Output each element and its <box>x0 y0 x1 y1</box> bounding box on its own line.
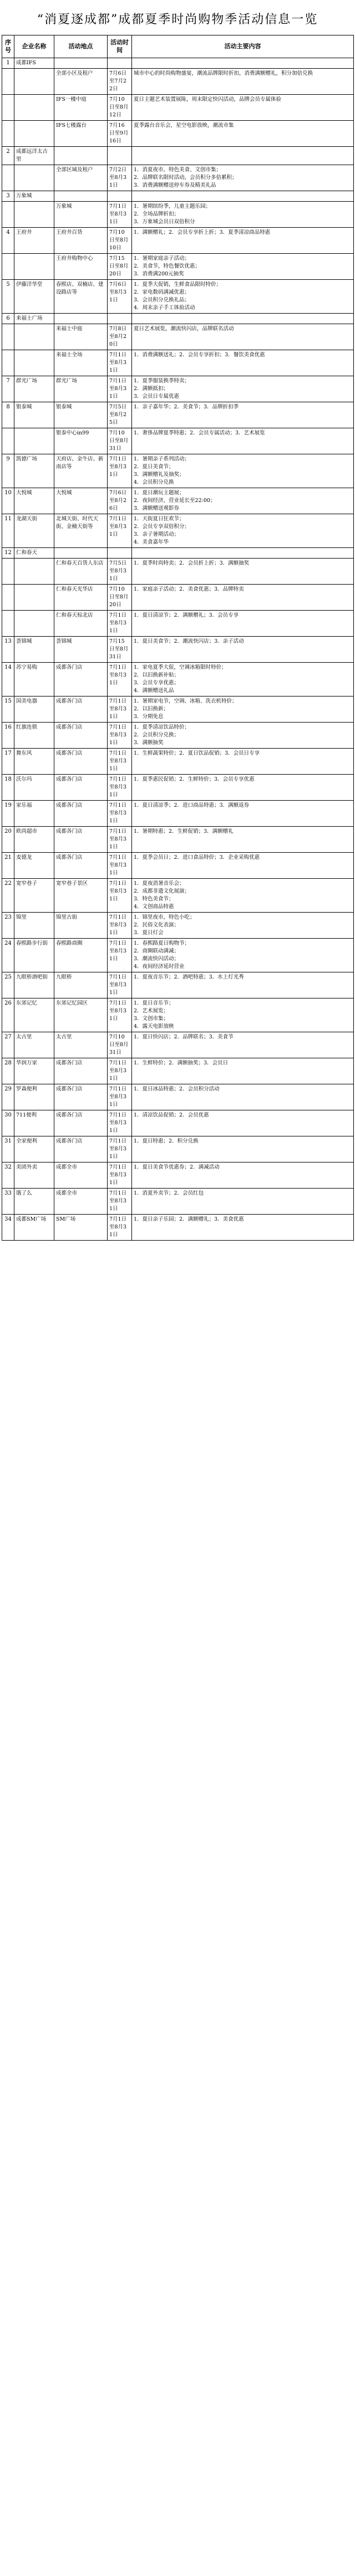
cell-content: 1．暑期缤纷季，儿童主题乐园； 2．全场品牌折扣； 3．万象城会员日双倍积分 <box>132 202 354 228</box>
cell-venue <box>54 147 108 165</box>
cell-content: 1．夏日美食节优惠券；2．满减活动 <box>132 1162 354 1189</box>
table-row <box>2 376 354 402</box>
cell-no: 3 <box>2 191 14 202</box>
cell-venue: SM广场 <box>54 1215 108 1241</box>
events-table <box>2 35 354 1241</box>
cell-content: 1．夏夜消暑音乐会； 2．成都非遗文化展演； 3．特色美食节； 4．文创商品特惠 <box>132 879 354 913</box>
cell-time: 7月1日至8月31日 <box>108 853 132 879</box>
cell-name <box>14 428 54 454</box>
cell-content: 1．夏日冰品特惠；2．会员积分活动 <box>132 1084 354 1110</box>
cell-content: 1．家庭亲子活动；2．美食优惠；3．品牌特卖 <box>132 585 354 611</box>
cell-name <box>14 350 54 376</box>
cell-name: 罗森便利 <box>14 1084 54 1110</box>
cell-no: 26 <box>2 998 14 1032</box>
cell-name: 龙湖天街 <box>14 514 54 548</box>
document-page <box>0 0 355 1244</box>
table-row <box>2 69 354 95</box>
cell-content: 1．夏季服装换季特卖； 2．满额抵扣； 3．会员日专属优惠 <box>132 376 354 402</box>
table-row <box>2 879 354 913</box>
table-row <box>2 191 354 202</box>
cell-content: 1．夏日特惠；2．积分兑换 <box>132 1136 354 1162</box>
cell-no: 15 <box>2 697 14 723</box>
cell-no: 5 <box>2 280 14 314</box>
cell-name: 锦里 <box>14 913 54 939</box>
cell-venue: 锦里古街 <box>54 913 108 939</box>
cell-no: 21 <box>2 853 14 879</box>
column-header-time: 活动时间 <box>108 35 132 58</box>
cell-no <box>2 611 14 637</box>
cell-name: 华润万家 <box>14 1058 54 1084</box>
cell-time: 7月1日至8月31日 <box>108 801 132 827</box>
cell-venue: 成都各门店 <box>54 853 108 879</box>
cell-content: 1．春熙路夏日购物节； 2．商圈联动满减； 3．潮流快闪活动； 4．夜间经济延时营业 <box>132 939 354 972</box>
cell-no: 25 <box>2 972 14 998</box>
cell-name: 欧尚超市 <box>14 827 54 853</box>
cell-venue: 群光广场 <box>54 376 108 402</box>
table-row <box>2 95 354 121</box>
cell-no: 13 <box>2 637 14 663</box>
table-row <box>2 314 354 324</box>
table-row <box>2 853 354 879</box>
table-row <box>2 585 354 611</box>
cell-venue: 春熙路商圈 <box>54 939 108 972</box>
cell-time: 7月1日至8月31日 <box>108 376 132 402</box>
cell-content: 1．夏夜音乐节；2．酒吧特惠；3．水上灯光秀 <box>132 972 354 998</box>
cell-name: 成都SM广场 <box>14 1215 54 1241</box>
cell-no <box>2 202 14 228</box>
cell-time: 7月1日至8月31日 <box>108 939 132 972</box>
cell-name: 饿了么 <box>14 1189 54 1215</box>
cell-content: 1．夏季会员日；2．进口食品特价；3．企业采购优惠 <box>132 853 354 879</box>
cell-no: 18 <box>2 775 14 801</box>
cell-name <box>14 324 54 350</box>
cell-venue: 成都全市 <box>54 1162 108 1189</box>
cell-no <box>2 69 14 95</box>
cell-time <box>108 58 132 69</box>
cell-name: 银泰城 <box>14 402 54 428</box>
cell-venue <box>54 58 108 69</box>
cell-no: 31 <box>2 1136 14 1162</box>
cell-time: 7月10日至8月20日 <box>108 585 132 611</box>
table-row <box>2 939 354 972</box>
cell-time: 7月6日至8月31日 <box>108 280 132 314</box>
cell-no: 27 <box>2 1032 14 1058</box>
cell-name <box>14 254 54 280</box>
table-row <box>2 611 354 637</box>
table-row <box>2 801 354 827</box>
cell-time: 7月15日至8月31日 <box>108 637 132 663</box>
cell-name: 全家便利 <box>14 1136 54 1162</box>
cell-name: 宽窄巷子 <box>14 879 54 913</box>
cell-content: 1．奢侈品牌夏季特惠；2．会员专属活动；3．艺术展览 <box>132 428 354 454</box>
cell-no: 17 <box>2 749 14 775</box>
cell-content: 1．夏季清凉饮品特价； 2．会员积分兑换； 3．满额抽奖 <box>132 723 354 749</box>
cell-time: 7月1日至8月31日 <box>108 202 132 228</box>
table-header-row <box>2 35 354 58</box>
table-row <box>2 548 354 559</box>
document-title: “消夏逐成都”成都夏季时尚购物季活动信息一览 <box>37 13 318 27</box>
cell-no: 29 <box>2 1084 14 1110</box>
cell-no: 8 <box>2 402 14 428</box>
cell-venue: 仁和春天百货人东店 <box>54 559 108 585</box>
cell-content: 1．夏日清凉季；2．进口商品特惠；3．满额返券 <box>132 801 354 827</box>
cell-no: 6 <box>2 314 14 324</box>
cell-no: 11 <box>2 514 14 548</box>
cell-content: 1．夏日音乐节； 2．艺术展览； 3．文创市集； 4．露天电影放映 <box>132 998 354 1032</box>
cell-venue: IFS一楼中庭 <box>54 95 108 121</box>
cell-no <box>2 324 14 350</box>
cell-content: 1．夏日潮玩主题展； 2．夜间经济，营业延长至22:00； 3．满额赠送观影券 <box>132 488 354 514</box>
cell-name: 东郊记忆 <box>14 998 54 1032</box>
cell-time: 7月1日至8月31日 <box>108 998 132 1032</box>
cell-venue: 成都各门店 <box>54 1058 108 1084</box>
cell-no: 22 <box>2 879 14 913</box>
cell-time: 7月1日至8月31日 <box>108 723 132 749</box>
table-row <box>2 1215 354 1241</box>
column-header-name: 企业名称 <box>14 35 54 58</box>
cell-no: 1 <box>2 58 14 69</box>
cell-venue: 成都各门店 <box>54 723 108 749</box>
cell-no: 23 <box>2 913 14 939</box>
cell-no <box>2 95 14 121</box>
cell-venue: 荟锦城 <box>54 637 108 663</box>
cell-name: 家乐福 <box>14 801 54 827</box>
cell-content: 1．亲子嘉年华；2．美食节；3．品牌折扣季 <box>132 402 354 428</box>
cell-content: 1．夏日美食节；2．潮流快闪店；3．亲子活动 <box>132 637 354 663</box>
cell-time: 7月1日至8月31日 <box>108 1162 132 1189</box>
cell-time: 7月5日至8月31日 <box>108 559 132 585</box>
table-row <box>2 827 354 853</box>
table-row <box>2 1032 354 1058</box>
cell-name: 成都远洋太古里 <box>14 147 54 165</box>
cell-content: 1．夏日亲子乐园；2．满额赠礼；3．美食优惠 <box>132 1215 354 1241</box>
cell-name: 凯德广场 <box>14 454 54 488</box>
cell-no <box>2 559 14 585</box>
table-row <box>2 324 354 350</box>
cell-time: 7月10日至8月10日 <box>108 228 132 254</box>
cell-time: 7月8日至8月20日 <box>108 324 132 350</box>
table-row <box>2 998 354 1032</box>
cell-time: 7月10日至8月12日 <box>108 95 132 121</box>
cell-content: 1．暑期家电节，空调、冰箱、洗衣机特价； 2．以旧换新； 3．分期免息 <box>132 697 354 723</box>
cell-time: 7月10日至8月31日 <box>108 1032 132 1058</box>
cell-no: 32 <box>2 1162 14 1189</box>
cell-name: 苏宁易购 <box>14 663 54 697</box>
cell-venue: 宽窄巷子景区 <box>54 879 108 913</box>
cell-time: 7月16日至9月16日 <box>108 121 132 147</box>
cell-no: 34 <box>2 1215 14 1241</box>
cell-venue: 来福士中庭 <box>54 324 108 350</box>
table-row <box>2 121 354 147</box>
cell-time: 7月1日至8月31日 <box>108 749 132 775</box>
cell-venue: 全部区域及租户 <box>54 165 108 191</box>
cell-venue: 王府井百货 <box>54 228 108 254</box>
cell-content <box>132 147 354 165</box>
cell-content: 1．天街夏日狂欢节； 2．会员专享双倍积分； 3．亲子暑期活动； 4．美食嘉年华 <box>132 514 354 548</box>
cell-content: 1．消夏夜市，特色美食、文创市集； 2．品牌联名限时活动，会员积分多倍累积； 3．消费满额赠送停车券及精美礼品 <box>132 165 354 191</box>
cell-no: 14 <box>2 663 14 697</box>
cell-no: 16 <box>2 723 14 749</box>
cell-time: 7月1日至8月31日 <box>108 972 132 998</box>
cell-name: 九眼桥酒吧街 <box>14 972 54 998</box>
cell-time: 7月1日至8月31日 <box>108 879 132 913</box>
cell-time <box>108 147 132 165</box>
cell-name: 王府井 <box>14 228 54 254</box>
cell-time: 7月10日至8月31日 <box>108 428 132 454</box>
cell-content: 1．暑期家庭亲子活动； 2．美食节，特色餐饮优惠； 3．消费满200元抽奖 <box>132 254 354 280</box>
cell-name: 来福士广场 <box>14 314 54 324</box>
cell-name: 荟锦城 <box>14 637 54 663</box>
cell-content: 1．生鲜特价；2．满额抽奖；3．会员日 <box>132 1058 354 1084</box>
cell-name <box>14 69 54 95</box>
events-table-body <box>2 58 354 1241</box>
column-header-no: 序号 <box>2 35 14 58</box>
cell-venue: IFS七楼露台 <box>54 121 108 147</box>
cell-time: 7月1日至8月31日 <box>108 827 132 853</box>
table-row <box>2 663 354 697</box>
cell-name: 沃尔玛 <box>14 775 54 801</box>
table-row <box>2 428 354 454</box>
cell-venue: 万象城 <box>54 202 108 228</box>
cell-name: 国美电器 <box>14 697 54 723</box>
cell-time: 7月15日至8月20日 <box>108 254 132 280</box>
table-row <box>2 488 354 514</box>
cell-name: 春熙路步行街 <box>14 939 54 972</box>
cell-time: 7月1日至8月31日 <box>108 611 132 637</box>
cell-venue: 成都各门店 <box>54 663 108 697</box>
cell-no: 28 <box>2 1058 14 1084</box>
cell-time: 7月6日至7月22日 <box>108 69 132 95</box>
cell-time: 7月1日至8月31日 <box>108 1084 132 1110</box>
cell-venue: 北城天街、时代天街、金楠天街等 <box>54 514 108 548</box>
cell-time: 7月1日至8月31日 <box>108 913 132 939</box>
table-row <box>2 454 354 488</box>
cell-venue: 全部小区及租户 <box>54 69 108 95</box>
table-row <box>2 775 354 801</box>
cell-content: 1．锦里夜市，特色小吃； 2．民俗文化表演； 3．夏日灯会 <box>132 913 354 939</box>
table-row <box>2 58 354 69</box>
table-row <box>2 165 354 191</box>
cell-venue <box>54 548 108 559</box>
cell-no: 24 <box>2 939 14 972</box>
cell-content: 夏日主题艺术装置展陈，周末限定快闪活动，品牌会员专属体验 <box>132 95 354 121</box>
cell-venue: 成都各门店 <box>54 801 108 827</box>
cell-venue: 成都各门店 <box>54 827 108 853</box>
cell-venue: 东郊记忆园区 <box>54 998 108 1032</box>
cell-venue: 王府井购物中心 <box>54 254 108 280</box>
cell-content: 1．暑期亲子系列活动； 2．夏日美食节； 3．满额赠礼及抽奖； 4．会员积分兑换 <box>132 454 354 488</box>
cell-venue: 来福士全场 <box>54 350 108 376</box>
cell-content: 1．夏日快闪店；2．品牌联名；3．美食节 <box>132 1032 354 1058</box>
cell-content: 1．暑期特惠；2．生鲜促销；3．满额赠礼 <box>132 827 354 853</box>
cell-no: 33 <box>2 1189 14 1215</box>
cell-name: 红旗连锁 <box>14 723 54 749</box>
cell-no <box>2 350 14 376</box>
cell-time: 7月1日至8月31日 <box>108 1110 132 1136</box>
cell-no <box>2 254 14 280</box>
cell-name: 伊藤洋华堂 <box>14 280 54 314</box>
cell-venue: 太古里 <box>54 1032 108 1058</box>
cell-no: 4 <box>2 228 14 254</box>
cell-time <box>108 548 132 559</box>
cell-name: 太古里 <box>14 1032 54 1058</box>
cell-content <box>132 548 354 559</box>
table-row <box>2 254 354 280</box>
table-row <box>2 1110 354 1136</box>
cell-venue <box>54 314 108 324</box>
table-row <box>2 350 354 376</box>
table-row <box>2 972 354 998</box>
table-row <box>2 1058 354 1084</box>
cell-name <box>14 121 54 147</box>
table-row <box>2 280 354 314</box>
cell-name: 成都IFS <box>14 58 54 69</box>
cell-name: 麦德龙 <box>14 853 54 879</box>
table-row <box>2 1189 354 1215</box>
cell-no <box>2 585 14 611</box>
cell-venue: 九眼桥 <box>54 972 108 998</box>
cell-no: 9 <box>2 454 14 488</box>
table-row <box>2 147 354 165</box>
cell-content: 1．夏日清凉节；2．满额赠礼；3．会员专享 <box>132 611 354 637</box>
cell-venue: 成都各门店 <box>54 1084 108 1110</box>
cell-name <box>14 165 54 191</box>
cell-venue: 天府店、金牛店、新南店等 <box>54 454 108 488</box>
cell-content: 1．生鲜蔬果特价；2．夏日饮品促销；3．会员日专享 <box>132 749 354 775</box>
cell-content: 1．消夏外卖节；2．会员红包 <box>132 1189 354 1215</box>
cell-name: 711便利 <box>14 1110 54 1136</box>
cell-name: 群光广场 <box>14 376 54 402</box>
cell-name: 美团外卖 <box>14 1162 54 1189</box>
cell-content: 1．满额赠礼；2．会员专享折上折；3．夏季清凉商品特惠 <box>132 228 354 254</box>
cell-venue: 银泰城 <box>54 402 108 428</box>
cell-no: 7 <box>2 376 14 402</box>
cell-venue: 成都各门店 <box>54 697 108 723</box>
cell-no: 19 <box>2 801 14 827</box>
cell-time: 7月1日至8月31日 <box>108 350 132 376</box>
cell-time: 7月1日至8月31日 <box>108 1189 132 1215</box>
cell-venue: 成都各门店 <box>54 775 108 801</box>
cell-venue: 成都全市 <box>54 1189 108 1215</box>
cell-no: 2 <box>2 147 14 165</box>
cell-time <box>108 314 132 324</box>
cell-name <box>14 585 54 611</box>
cell-venue: 大悦城 <box>54 488 108 514</box>
cell-content: 1．家电夏季大促，空调冰箱限时特价； 2．以旧换新补贴； 3．会员专享优惠； 4．满额赠送礼品 <box>132 663 354 697</box>
cell-content <box>132 58 354 69</box>
cell-name: 大悦城 <box>14 488 54 514</box>
table-row <box>2 202 354 228</box>
table-row <box>2 913 354 939</box>
cell-content: 1．夏季时尚特卖；2．会员折上折；3．满额抽奖 <box>132 559 354 585</box>
cell-no <box>2 428 14 454</box>
cell-name: 舞东风 <box>14 749 54 775</box>
table-row <box>2 228 354 254</box>
cell-time: 7月1日至8月31日 <box>108 1136 132 1162</box>
cell-name <box>14 611 54 637</box>
cell-name: 仁和春天 <box>14 548 54 559</box>
cell-content: 城市中心的时尚购物盛宴，潮流品牌限时折扣，消费满额赠礼，积分加倍兑换 <box>132 69 354 95</box>
cell-no: 12 <box>2 548 14 559</box>
cell-time: 7月1日至8月31日 <box>108 1058 132 1084</box>
cell-no: 10 <box>2 488 14 514</box>
cell-content <box>132 314 354 324</box>
cell-venue: 银泰中心in99 <box>54 428 108 454</box>
column-header-content: 活动主要内容 <box>132 35 354 58</box>
cell-name: 万象城 <box>14 191 54 202</box>
cell-time: 7月1日至8月31日 <box>108 663 132 697</box>
table-row <box>2 637 354 663</box>
cell-content: 1．清凉饮品促销；2．会员优惠 <box>132 1110 354 1136</box>
cell-content <box>132 191 354 202</box>
cell-venue: 仁和春天棕北店 <box>54 611 108 637</box>
cell-content: 1．夏季大促销，生鲜食品限时特价； 2．家电数码满减优惠； 3．会员积分兑换礼品； 4．周末亲子手工体验活动 <box>132 280 354 314</box>
table-row <box>2 402 354 428</box>
cell-venue <box>54 191 108 202</box>
cell-content: 夏季露台音乐会，星空电影放映，潮流市集 <box>132 121 354 147</box>
table-row <box>2 697 354 723</box>
cell-name <box>14 202 54 228</box>
cell-time: 7月6日至8月26日 <box>108 488 132 514</box>
table-row <box>2 1162 354 1189</box>
cell-venue: 仁和春天光华店 <box>54 585 108 611</box>
cell-time <box>108 191 132 202</box>
cell-name <box>14 95 54 121</box>
cell-content: 1．消费满额送礼；2．会员专享折扣；3．餐饮美食优惠 <box>132 350 354 376</box>
cell-venue: 成都各门店 <box>54 1110 108 1136</box>
cell-venue: 成都各门店 <box>54 1136 108 1162</box>
cell-time: 7月1日至8月31日 <box>108 454 132 488</box>
cell-venue: 成都各门店 <box>54 749 108 775</box>
cell-content: 夏日艺术展览，潮流快闪店，品牌联名活动 <box>132 324 354 350</box>
cell-time: 7月1日至8月31日 <box>108 514 132 548</box>
cell-time: 7月2日至8月31日 <box>108 165 132 191</box>
cell-no: 20 <box>2 827 14 853</box>
cell-time: 7月5日至8月25日 <box>108 402 132 428</box>
cell-no <box>2 121 14 147</box>
cell-no: 30 <box>2 1110 14 1136</box>
table-row <box>2 514 354 548</box>
cell-time: 7月1日至8月31日 <box>108 775 132 801</box>
cell-venue: 春熙店、双楠店、建设路店等 <box>54 280 108 314</box>
table-row <box>2 749 354 775</box>
table-row <box>2 1136 354 1162</box>
cell-time: 7月1日至8月31日 <box>108 1215 132 1241</box>
cell-no <box>2 165 14 191</box>
table-row <box>2 723 354 749</box>
table-row <box>2 1084 354 1110</box>
cell-time: 7月1日至8月31日 <box>108 697 132 723</box>
cell-name <box>14 559 54 585</box>
table-row <box>2 559 354 585</box>
column-header-venue: 活动地点 <box>54 35 108 58</box>
cell-content: 1．夏季惠民促销；2．生鲜特价；3．会员专享优惠 <box>132 775 354 801</box>
